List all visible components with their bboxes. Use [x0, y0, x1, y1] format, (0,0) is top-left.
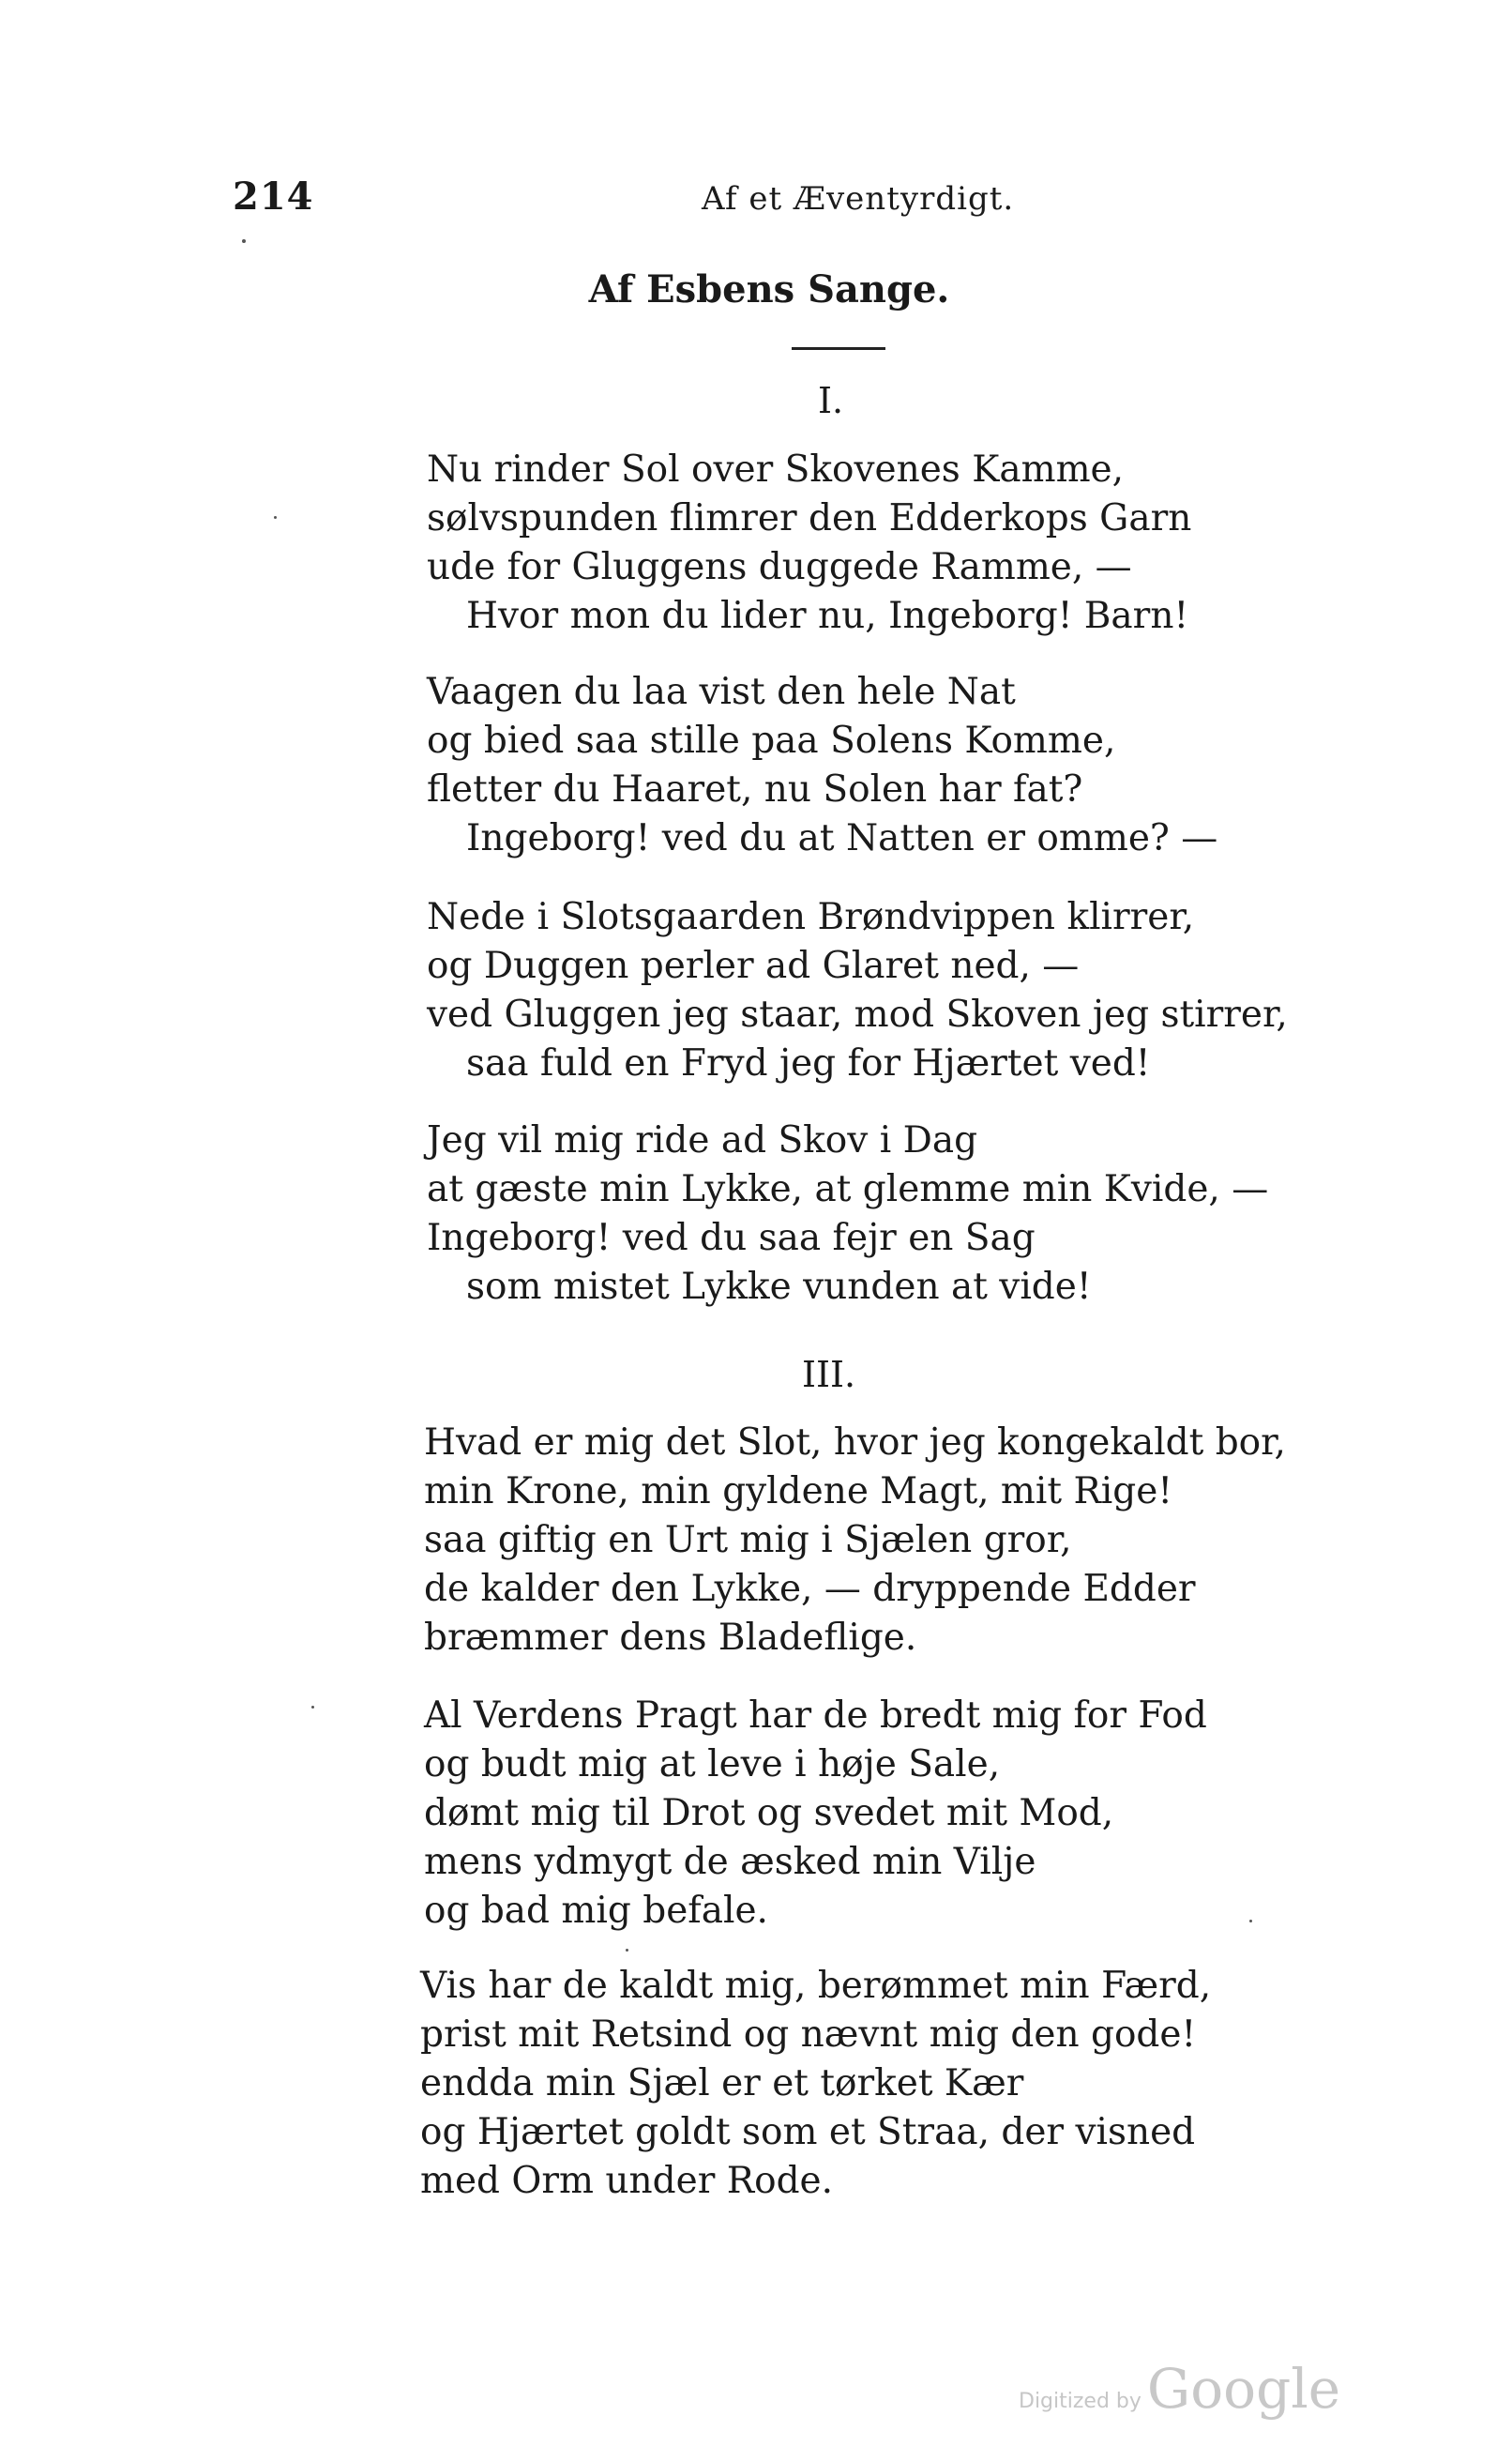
stanza: [427, 893, 1288, 1088]
print-speck: [1249, 1920, 1252, 1922]
verse-line: Vis har de kaldt mig, berømmet min Færd,: [420, 1965, 1212, 2007]
verse-line: Nede i Slotsgaarden Brøndvippen klirrer,: [427, 896, 1195, 938]
page-number: 214: [233, 175, 314, 219]
verse-line: de kalder den Lykke, — dryppende Edder: [424, 1568, 1196, 1610]
verse-line: mens ydmygt de æsked min Vilje: [424, 1841, 1036, 1883]
verse-line: ved Gluggen jeg staar, mod Skoven jeg stirrer,: [427, 994, 1288, 1036]
verse-line: og budt mig at leve i høje Sale,: [424, 1743, 1001, 1785]
print-speck: [626, 1949, 628, 1952]
verse-line: Hvad er mig det Slot, hvor jeg kongekaldt bor,: [424, 1421, 1286, 1464]
verse-line: Jeg vil mig ride ad Skov i Dag: [427, 1119, 978, 1162]
stanza: [420, 1962, 1211, 2206]
stanza: [424, 1419, 1286, 1663]
verse-line: prist mit Retsind og nævnt mig den gode!: [420, 2013, 1197, 2056]
digitized-by-google-watermark: [1019, 2357, 1341, 2421]
verse-line: og bad mig befale.: [424, 1890, 768, 1932]
verse-line: saa fuld en Fryd jeg for Hjærtet ved!: [466, 1042, 1151, 1085]
verse-line: Al Verdens Pragt har de bredt mig for Fod: [424, 1694, 1207, 1737]
part-numeral-1: I.: [818, 380, 844, 421]
verse-line: saa giftig en Urt mig i Sjælen gror,: [424, 1519, 1072, 1561]
verse-line: med Orm under Rode.: [420, 2160, 834, 2202]
section-title: Af Esbens Sange.: [588, 267, 950, 311]
verse-line: og Hjærtet goldt som et Straa, der visned: [420, 2111, 1196, 2153]
verse-line: at gæste min Lykke, at glemme min Kvide, —: [427, 1168, 1269, 1210]
verse-line: fletter du Haaret, nu Solen har fat?: [427, 768, 1083, 811]
verse-line: som mistet Lykke vunden at vide!: [466, 1266, 1092, 1308]
verse-line: sølvspunden flimrer den Edderkops Garn: [427, 497, 1192, 539]
stanza: [424, 1692, 1207, 1936]
print-speck: [274, 516, 277, 519]
verse-line: Nu rinder Sol over Skovenes Kamme,: [427, 448, 1125, 491]
verse-line: bræmmer dens Bladeflige.: [424, 1617, 917, 1659]
print-speck: [242, 239, 246, 243]
verse-line: og Duggen perler ad Glaret ned, —: [427, 945, 1080, 987]
stanza: [427, 1117, 1268, 1312]
verse-line: dømt mig til Drot og svedet mit Mod,: [424, 1792, 1114, 1834]
title-rule: [792, 347, 885, 350]
verse-line: min Krone, min gyldene Magt, mit Rige!: [424, 1470, 1172, 1512]
part-numeral-3: III.: [802, 1354, 856, 1395]
verse-line: ude for Gluggens duggede Ramme, —: [427, 546, 1132, 588]
verse-line: og bied saa stille paa Solens Komme,: [427, 720, 1116, 762]
running-head: Af et Æventyrdigt.: [702, 180, 1015, 218]
verse-line: endda min Sjæl er et tørket Kær: [420, 2062, 1024, 2104]
verse-line: Ingeborg! ved du saa fejr en Sag: [427, 1217, 1036, 1259]
verse-line: Hvor mon du lider nu, Ingeborg! Barn!: [466, 595, 1189, 637]
watermark-prefix: Digitized by: [1019, 2390, 1142, 2413]
print-speck: [311, 1706, 314, 1709]
verse-line: Vaagen du laa vist den hele Nat: [427, 671, 1016, 713]
stanza: [427, 668, 1217, 863]
google-logo: Google: [1146, 2357, 1341, 2421]
stanza: [427, 446, 1191, 641]
verse-line: Ingeborg! ved du at Natten er omme? —: [466, 817, 1218, 859]
